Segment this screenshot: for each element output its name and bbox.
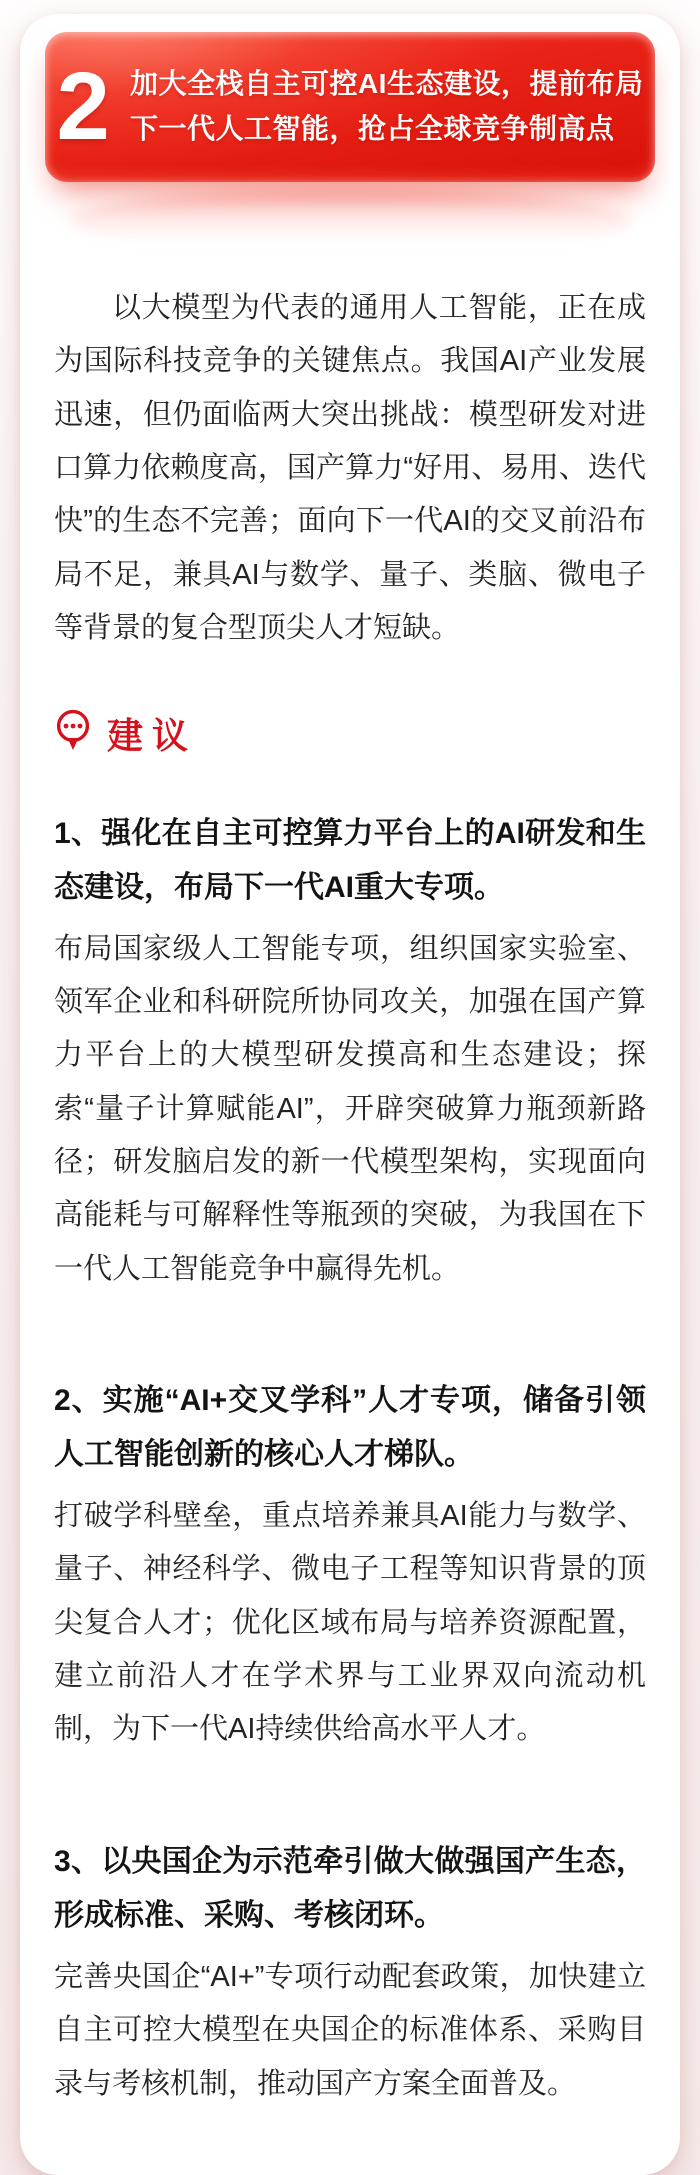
suggestion-item-1 xyxy=(54,807,646,1297)
intro-paragraph: 以大模型为代表的通用人工智能，正在成为国际科技竞争的关键焦点。我国AI产业发展迅速，但仍面临两大突出挑战：模型研发对进口算力依赖度高，国产算力“好用、易用、迭代快”的生态不完善；面向下一代AI的交叉前沿布局不足，兼具AI与数学、量子、类脑、微电子等背景的复合型顶尖人才短缺。 xyxy=(54,292,646,645)
suggestions-title: 建议 xyxy=(107,714,198,756)
suggestions-header xyxy=(54,708,646,759)
suggestion-3-body: 完善央国企“AI+”专项行动配套政策，加快建立自主可控大模型在央国企的标准体系、采购目录与考核机制，推动国产方案全面普及。 xyxy=(54,1960,646,2100)
suggestion-2-heading: 2、实施“AI+交叉学科”人才专项，储备引领人工智能创新的核心人才梯队。 xyxy=(54,1384,646,1472)
badge-number: 2 xyxy=(56,53,110,160)
badge-title-line2: 下一代人工智能，抢占全球竞争制高点 xyxy=(129,113,615,144)
suggestion-1-heading: 1、强化在自主可控算力平台上的AI研发和生态建设，布局下一代AI重大专项。 xyxy=(54,816,646,904)
suggestion-2-body: 打破学科壁垒，重点培养兼具AI能力与数学、量子、神经科学、微电子工程等知识背景的顶尖复合人才；优化区域布局与培养资源配置，建立前沿人才在学术界与工业界双向流动机制，为下一代AI持续供给高水平人才。 xyxy=(54,1500,646,1746)
suggestion-3-heading: 3、以央国企为示范牵引做大做强国产生态，形成标准、采购、考核闭环。 xyxy=(54,1844,646,1932)
suggestion-item-2 xyxy=(54,1374,646,1757)
speech-bubble-icon xyxy=(54,709,92,757)
section-number-badge xyxy=(45,32,655,182)
badge-title-line1: 加大全栈自主可控AI生态建设，提前布局 xyxy=(129,68,644,100)
suggestion-1-body: 布局国家级人工智能专项，组织国家实验室、领军企业和科研院所协同攻关，加强在国产算力平台上的大模型研发摸高和生态建设；探索“量子计算赋能AI”，开辟突破算力瓶颈新路径；研发脑启发的新一代模型架构，实现面向高能耗与可解释性等瓶颈的突破，为我国在下一代人工智能竞争中赢得先机。 xyxy=(54,932,646,1285)
content-card xyxy=(20,14,680,2175)
suggestion-item-3 xyxy=(54,1835,646,2111)
badge-reflection xyxy=(68,188,632,252)
badge-title xyxy=(130,62,644,152)
